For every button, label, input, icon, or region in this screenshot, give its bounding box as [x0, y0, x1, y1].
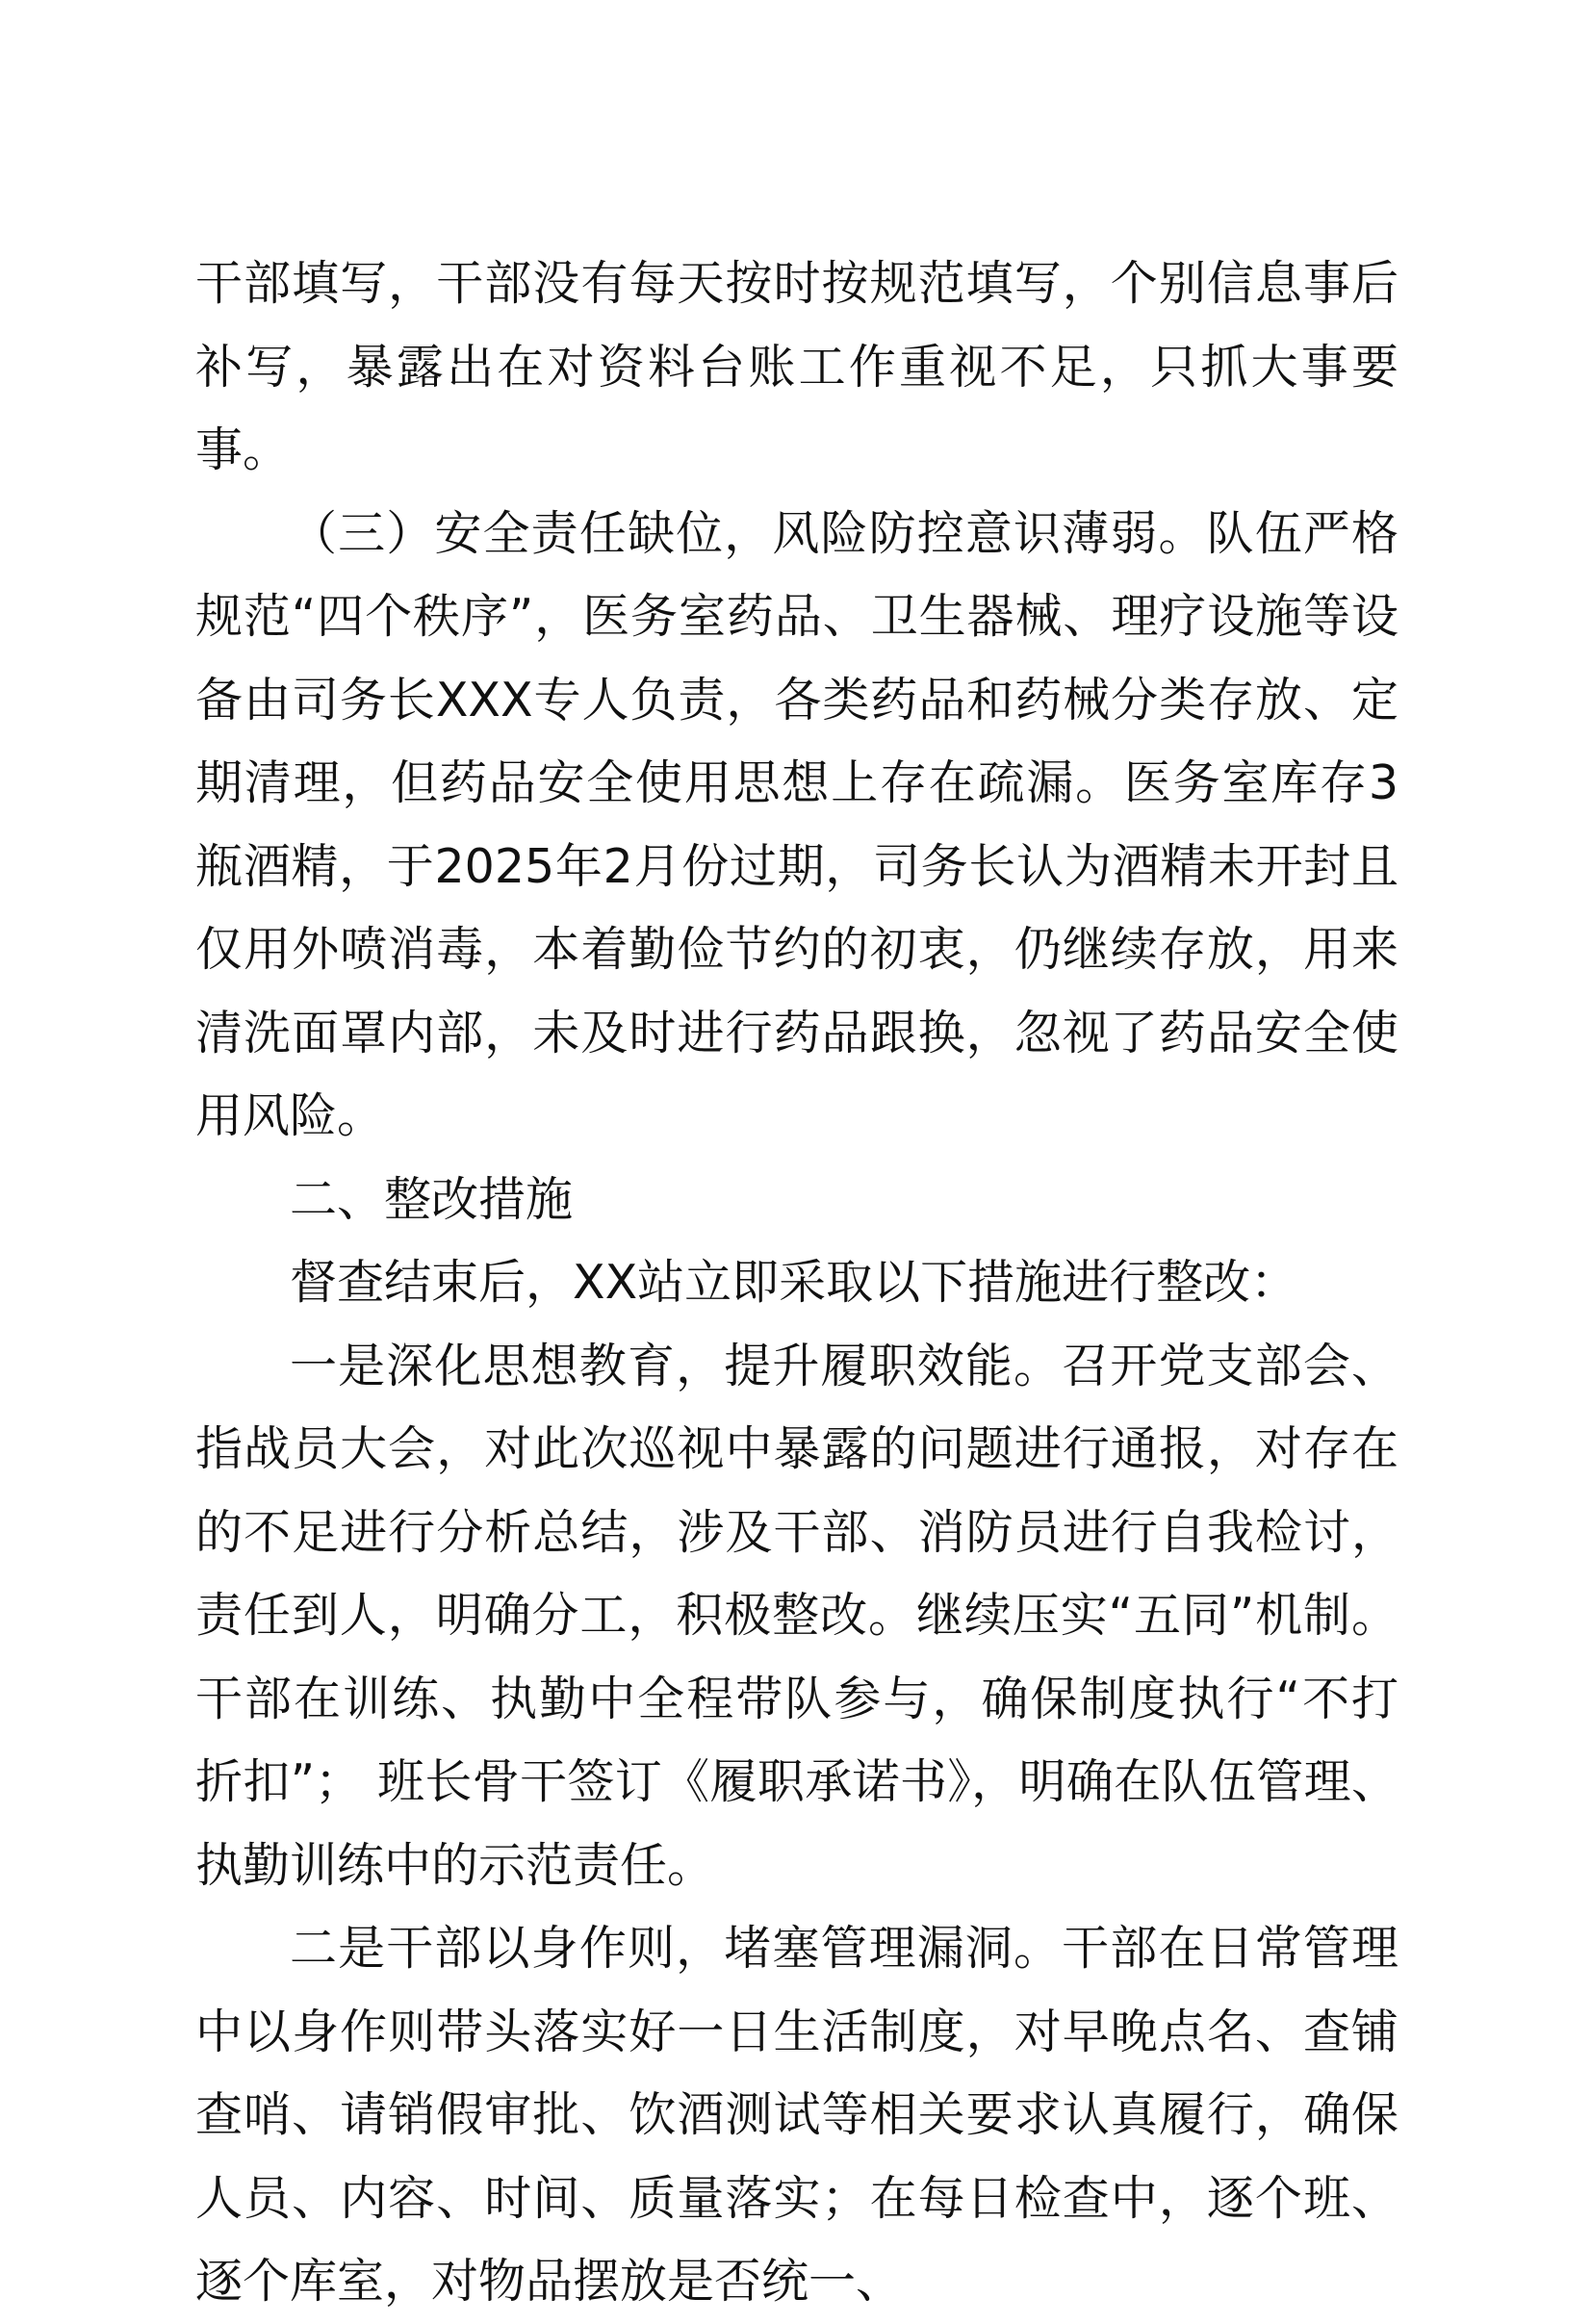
paragraph-safety-responsibility: （三）安全责任缺位，风险防控意识薄弱。队伍严格规范“四个秩序”，医务室药品、卫生器械、理疗设施等设备由司务长XXX专人负责，各类药品和药械分类存放、定期清理，但药品安全使用思想上存在疏漏。医务室库存3瓶酒精，于2025年2月份过期，司务长认为酒精未开封且仅用外喷消毒，本着勤俭节约的初衷，仍继续存放，用来清洗面罩内部，未及时进行药品跟换，忽视了药品安全使用风险。 — [195, 505, 1399, 1143]
paragraph-measure-two: 二是干部以身作则，堵塞管理漏洞。干部在日常管理中以身作则带头落实好一日生活制度，对早晚点名、查铺查哨、请销假审批、饮酒测试等相关要求认真履行，确保人员、内容、时间、质量落实；在每日检查中，逐个班、逐个库室，对物品摆放是否统一、 — [195, 1921, 1399, 2309]
section-heading-rectification: 二、整改措施 — [290, 1171, 574, 1227]
paragraph-measure-one: 一是深化思想教育，提升履职效能。召开党支部会、指战员大会，对此次巡视中暴露的问题进行通报，对存在的不足进行分析总结，涉及干部、消防员进行自我检讨，责任到人，明确分工，积极整改。继续压实“五同”机制。干部在训练、执勤中全程带队参与，确保制度执行“不打折扣”； 班长骨干签订《履职承诺书》，明确在队伍管理、执勤训练中的示范责任。 — [195, 1338, 1399, 1893]
paragraph-cadre-records: 干部填写，干部没有每天按时按规范填写，个别信息事后补写，暴露出在对资料台账工作重视不足，只抓大事要事。 — [195, 256, 1399, 477]
paragraph-rectification-intro: 督查结束后，XX站立即采取以下措施进行整改： — [290, 1255, 1298, 1310]
document-body — [195, 243, 1399, 2324]
